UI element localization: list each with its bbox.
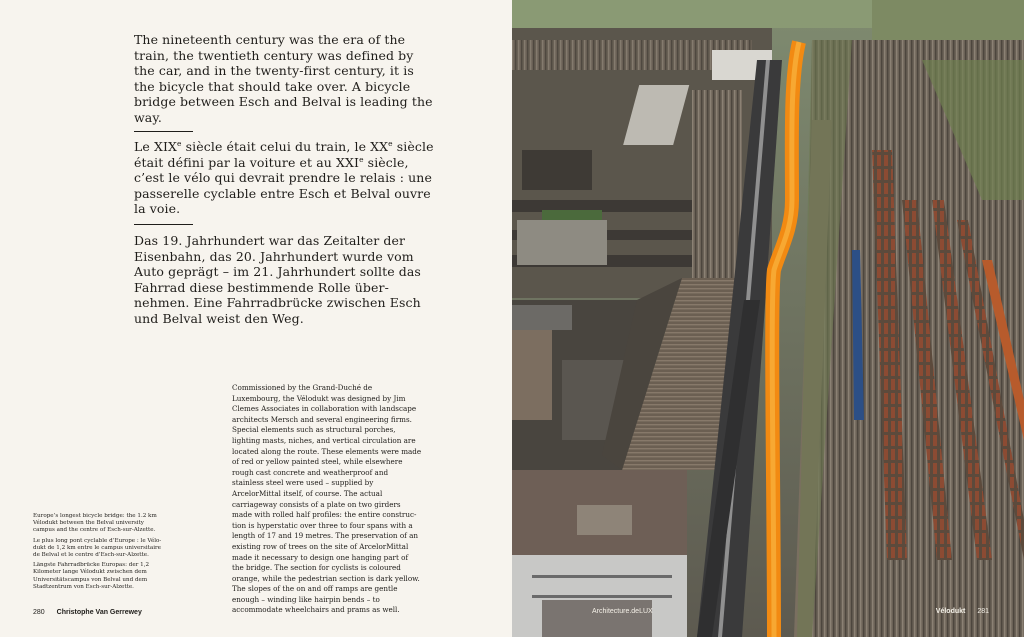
left-footer [33, 609, 142, 616]
left-page-number: 280 [33, 609, 45, 616]
superscript: e [359, 154, 364, 164]
body-text: Commissioned by the Grand-Duché de Luxembourg, the Vélodukt was designed by Jim Clemes Associates in collaboration with landscape architects Mersch and several engineering firms. Special elements such as structural porches, lighting masts, niches, and vertical circulation are located along the route. These elements were made of red or yellow painted steel, while elsewhere rough cast concrete and weatherproof and stainless steel were used – supplied by ArcelorMittal itself, of course. The actual carriageway consists of a plate on two girders made with rolled half profiles: the entire construction is hyperstatic over three to four spans with a length of 17 and 19 metres. The preservation of an existing row of trees on the site of ArcelorMittal made it necessary to design one hanging part of the bridge. The section for cyclists is coloured orange, while the pedestrian section is dark yellow. The slopes of the on and off ramps are gentle enough – winding like hairpin bends – to accommodate wheelchairs and prams as well. [232, 383, 422, 615]
superscript: e [177, 138, 182, 148]
superscript: e [388, 138, 393, 148]
intro-english: The nineteenth century was the era of the train, the twentieth century was defined by the car, and in the twenty-first century, it is the bicycle that should take over. A bicycle bridge between Esch and Belval is leading the way. [134, 32, 433, 125]
aerial-photo-illustration [512, 0, 1024, 637]
divider-rule [134, 131, 193, 132]
intro-french-d: siècle, c’est le vélo qui devrait prendre le relais : une passerelle cyclable entre Esch et Belval ouvre la voie. [134, 154, 432, 217]
divider-rule [134, 224, 193, 225]
article-title: Vélodukt [935, 608, 966, 615]
intro-french [134, 139, 434, 217]
intro-german: Das 19. Jahrhundert war das Zeitalter der Eisenbahn, das 20. Jahrhundert wurde vom Auto geprägt – im 21. Jahrhundert sollte das Fahrrad diese bestimmende Rolle übernehmen. Eine Fahrradbrücke zwischen Esch und Belval weist den Weg. [134, 233, 421, 326]
intro-french-b: siècle était celui du train, le XX [181, 139, 389, 154]
author-name: Christophe Van Gerrewey [56, 609, 142, 616]
right-footer [936, 608, 989, 615]
caption-french: Le plus long pont cyclable d’Europe : le Vélodukt de 1,2 km entre le campus universitaire de Belval et le centre d’Esch-sur-Alzette. [33, 537, 162, 559]
section-label: Architecture.deLUX [592, 608, 653, 615]
aerial-photo [512, 0, 1024, 637]
intro-french-a: Le XIX [134, 139, 178, 154]
photo-captions [33, 513, 163, 594]
right-page-number: 281 [977, 608, 989, 615]
intro-french-c: siècle était défini par la voiture et au XXI [134, 139, 434, 170]
caption-german: Längste Fahrradbrücke Europas: der 1,2 Kilometer lange Vélodukt zwischen dem Universitätscampus von Belval und dem Stadtzentrum von Esch-sur-Alzette. [33, 562, 150, 590]
caption-english: Europe’s longest bicycle bridge: the 1.2 km Vélodukt between the Belval university campus and the centre of Esch-sur-Alzette. [33, 513, 157, 534]
